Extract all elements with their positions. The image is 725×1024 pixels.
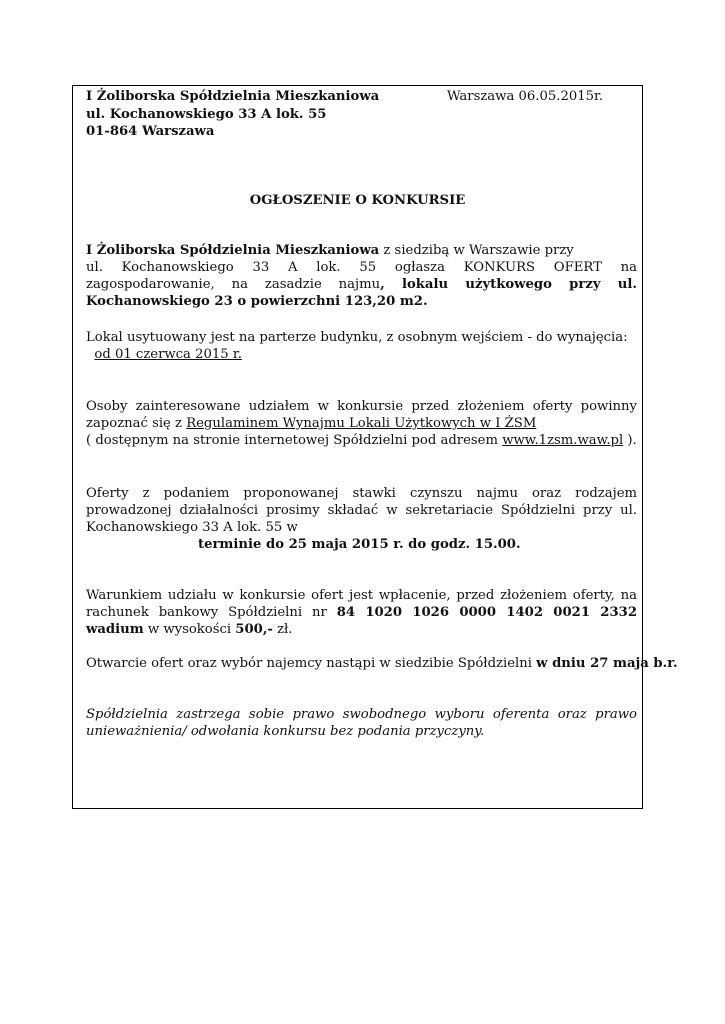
- website-link[interactable]: www.1zsm.waw.pl: [502, 433, 624, 448]
- paragraph-intro: [86, 242, 637, 310]
- deposit-text-1: Warunkiem udziału w konkursie ofert jest wpłacenie, przed złożeniem oferty, na rachunek bankowy Spółdzielni nr: [86, 588, 637, 620]
- website-text-end: ).: [623, 433, 637, 448]
- intro-premises: , lokalu użytkowego przy ul. Kochanowskiego 23 o powierzchni 123,20 m2.: [86, 277, 637, 309]
- place-date: Warszawa 06.05.2015r.: [447, 89, 604, 104]
- paragraph-location: [86, 329, 637, 363]
- location-text: Lokal usytuowany jest na parterze budynku, z osobnym wejściem - do wynajęcia:: [86, 330, 628, 345]
- paragraph-regulations: [86, 398, 637, 449]
- org-city: 01-864 Warszawa: [86, 124, 215, 139]
- regulations-text: Osoby zainteresowane udziałem w konkursie przed złożeniem oferty powinny zapoznać się z: [86, 399, 637, 431]
- deposit-text-2: w wysokości: [143, 622, 236, 637]
- org-name: I Żoliborska Spółdzielnia Mieszkaniowa: [86, 89, 380, 104]
- org-street: ul. Kochanowskiego 33 A lok. 55: [86, 107, 327, 122]
- org-name-inline: I Żoliborska Spółdzielnia Mieszkaniowa: [86, 243, 380, 258]
- deposit-text-3: zł.: [272, 622, 293, 637]
- opening-date: w dniu 27 maja b.r.: [536, 656, 678, 671]
- reservation-text: Spółdzielnia zastrzega sobie prawo swobodnego wyboru oferenta oraz prawo unieważnienia/ odwołania konkursu bez podania przyczyny.: [86, 707, 637, 739]
- intro-text-1: z siedzibą w Warszawie przy: [379, 243, 574, 258]
- offers-text: Oferty z podaniem proponowanej stawki czynszu najmu oraz rodzajem prowadzonej działalności prosimy składać w sekretariacie Spółdzielni przy ul. Kochanowskiego 33 A lok. 55 w: [86, 486, 637, 535]
- regulations-link[interactable]: Regulaminem Wynajmu Lokali Użytkowych w I ŻSM: [186, 416, 537, 431]
- available-date: od 01 czerwca 2015 r.: [94, 347, 242, 362]
- page-title: OGŁOSZENIE O KONKURSIE: [249, 193, 466, 208]
- opening-text: Otwarcie ofert oraz wybór najemcy nastąpi w siedzibie Spółdzielni: [86, 656, 537, 671]
- offers-deadline: terminie do 25 maja 2015 r. do godz. 15.00.: [198, 537, 521, 552]
- bank-account: 84 1020 1026 0000 1402 0021 2332 wadium: [86, 605, 637, 637]
- website-text: ( dostępnym na stronie internetowej Spółdzielni pod adresem: [86, 433, 503, 448]
- deposit-amount: 500,-: [235, 622, 273, 637]
- paragraph-deposit: [86, 587, 637, 638]
- paragraph-reservation: [86, 706, 637, 740]
- paragraph-offers: [86, 485, 637, 536]
- paragraph-opening: [86, 655, 678, 672]
- intro-text-2: ul. Kochanowskiego 33 A lok. 55 ogłasza KONKURS OFERT na zagospodarowanie, na zasadzie najmu: [86, 260, 637, 292]
